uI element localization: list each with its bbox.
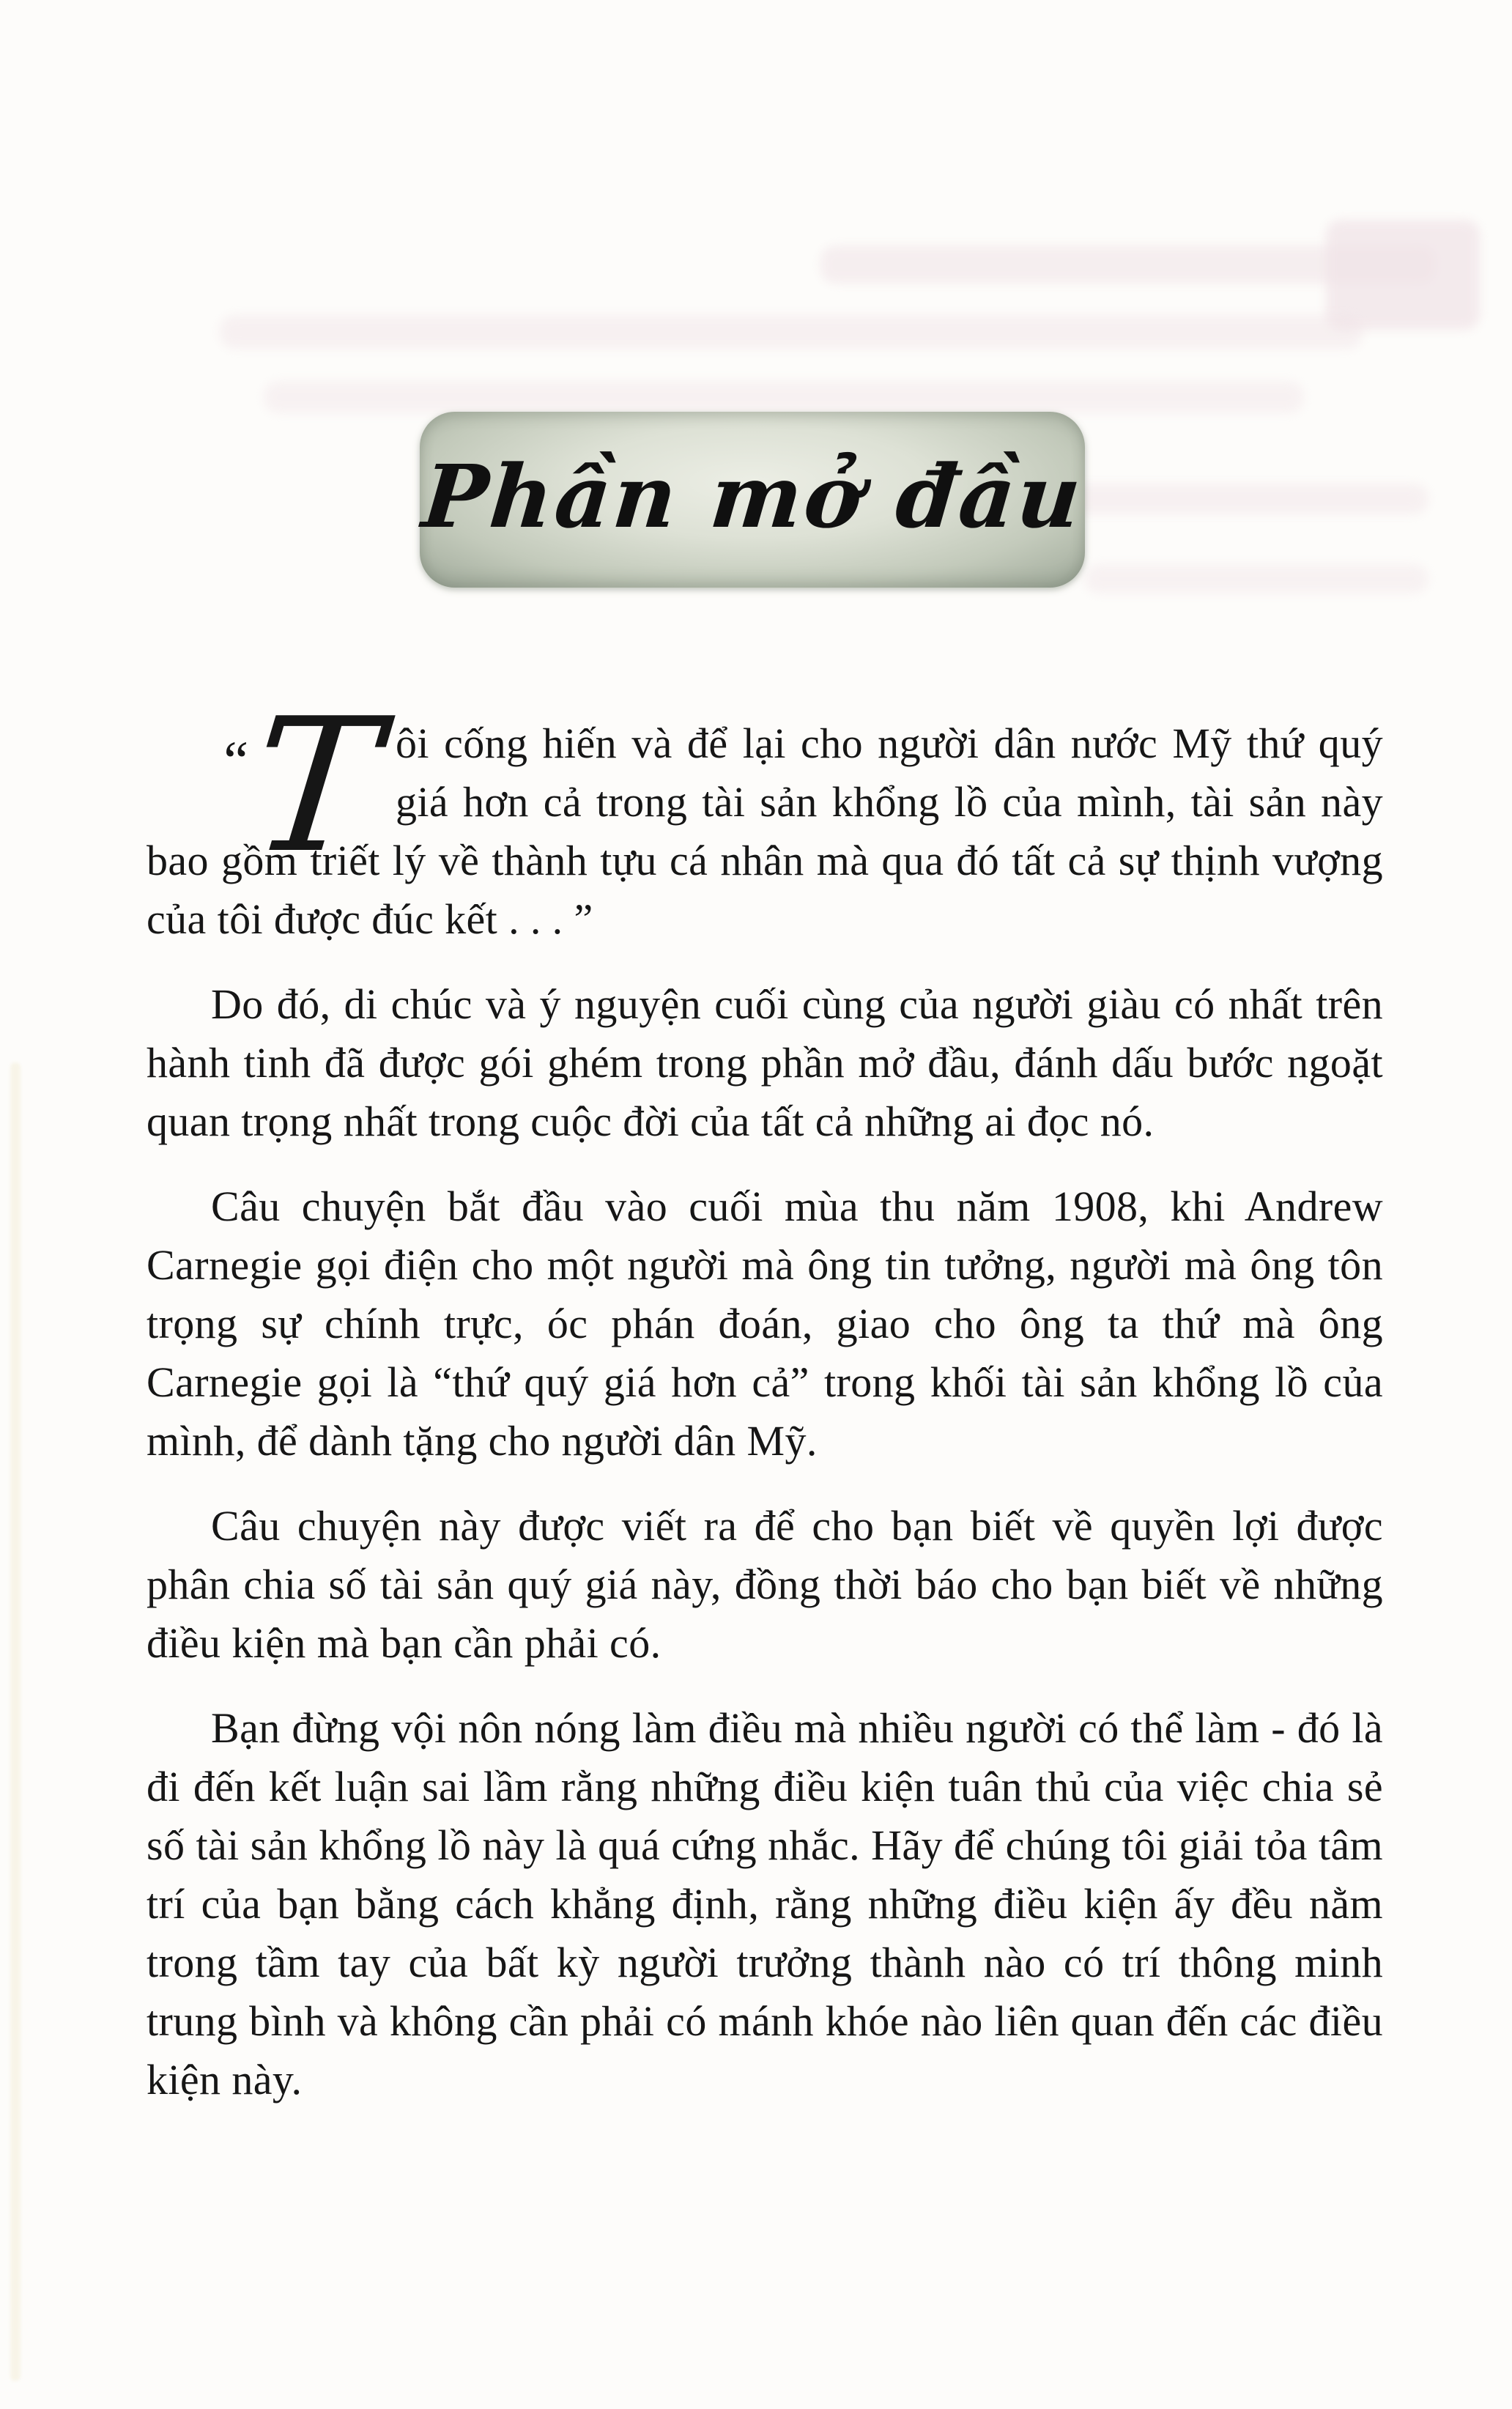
paragraph: Câu chuyện này được viết ra để cho bạn biết về quyền lợi được phân chia số tài sản quý giá này, đồng thời báo cho bạn biết về những điều kiện mà bạn cần phải có. bbox=[147, 1502, 1383, 1667]
section-title-box bbox=[420, 412, 1085, 588]
section-title: Phần mở đầu bbox=[418, 445, 1087, 547]
paragraph-text: ôi cống hiến và để lại cho người dân nước Mỹ thứ quý giá hơn cả trong tài sản khổng lồ của mình, tài sản này bao gồm triết lý về thành tựu cá nhân mà qua đó tất cả sự thịnh vượng của tôi được đúc kết . . . ” bbox=[147, 719, 1383, 943]
dropcap-block bbox=[147, 679, 396, 894]
bleedthrough-ghost bbox=[1084, 564, 1428, 593]
paragraph-opening-quote bbox=[147, 679, 1383, 949]
opening-quote-mark: “ bbox=[223, 730, 249, 792]
bleedthrough-ghost bbox=[264, 381, 1304, 413]
bleedthrough-ghost bbox=[1048, 484, 1428, 514]
paragraph: Câu chuyện bắt đầu vào cuối mùa thu năm 1908, khi Andrew Carnegie gọi điện cho một người mà ông tin tưởng, người mà ông tôn trọng sự chính trực, óc phán đoán, giao cho ông ta thứ mà ông Carnegie gọi là “thứ quý giá hơn cả” trong khối tài sản khổng lồ của mình, để dành tặng cho người dân Mỹ. bbox=[147, 1183, 1383, 1465]
dropcap-letter: T bbox=[242, 679, 388, 894]
page-edge-artifact bbox=[10, 1062, 21, 2381]
body-text-column bbox=[147, 679, 1383, 2136]
paragraph: Bạn đừng vội nôn nóng làm điều mà nhiều người có thể làm - đó là đi đến kết luận sai lầm rằng những điều kiện tuân thủ của việc chia sẻ số tài sản khổng lồ này là quá cứng nhắc. Hãy để chúng tôi giải tỏa tâm trí của bạn bằng cách khẳng định, rằng những điều kiện ấy đều nằm trong tầm tay của bất kỳ người trưởng thành nào có trí thông minh trung bình và không cần phải có mánh khóe nào liên quan đến các điều kiện này. bbox=[147, 1704, 1383, 2103]
bleedthrough-ghost bbox=[220, 315, 1363, 349]
paragraph: Do đó, di chúc và ý nguyện cuối cùng của người giàu có nhất trên hành tinh đã được gói ghém trong phần mở đầu, đánh dấu bước ngoặt quan trọng nhất trong cuộc đời của tất cả những ai đọc nó. bbox=[147, 980, 1383, 1145]
bleedthrough-ghost bbox=[1326, 220, 1480, 330]
